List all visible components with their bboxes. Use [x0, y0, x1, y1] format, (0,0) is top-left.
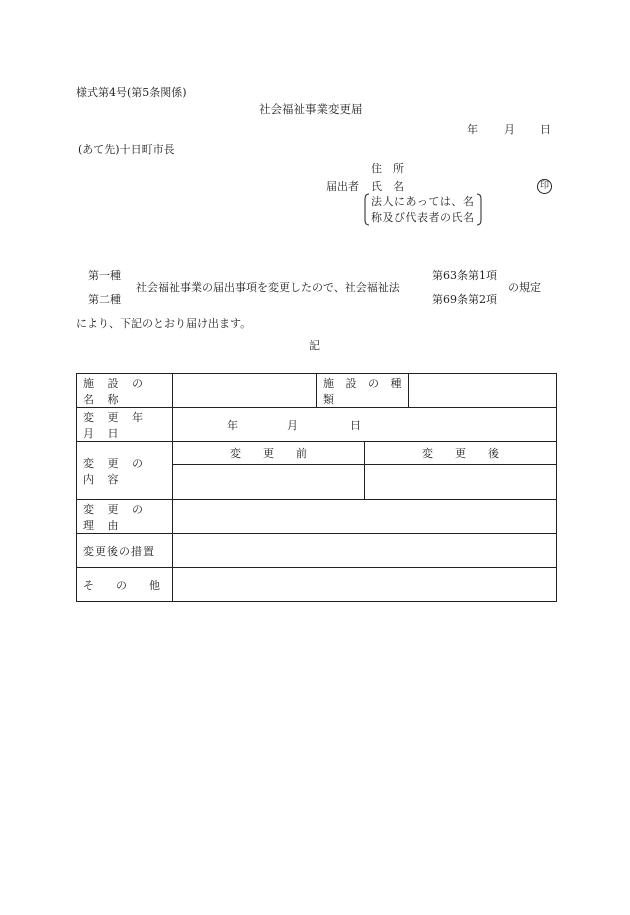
- date-day: 日: [540, 123, 551, 136]
- other-label: そ の 他: [77, 568, 173, 602]
- ki-mark: 記: [309, 339, 320, 352]
- seal-mark: 印: [537, 179, 552, 194]
- date-month: 月: [504, 123, 515, 136]
- body-continuation: により、下記のとおり届け出ます。: [76, 317, 252, 330]
- table-row: [77, 500, 557, 534]
- after-field[interactable]: [365, 465, 557, 500]
- facility-name-label: 施 設 の 名 称: [77, 374, 173, 408]
- name-label: 氏 名: [371, 180, 404, 193]
- after-label: 変 更 後: [365, 442, 557, 465]
- table-row: [77, 374, 557, 408]
- address-label: 住 所: [371, 162, 404, 175]
- addressee: (あて先)十日町市長: [78, 143, 175, 156]
- reason-label: 変 更 の 理 由: [77, 500, 173, 534]
- change-day: 日: [350, 418, 361, 432]
- type-2: 第二種: [88, 293, 121, 306]
- type-1: 第一種: [88, 269, 121, 282]
- article-2: 第69条第2項: [432, 293, 497, 306]
- other-field[interactable]: [173, 568, 557, 602]
- change-date-label: 変 更 年 月 日: [77, 408, 173, 442]
- before-field[interactable]: [173, 465, 365, 500]
- regulation-text: の規定: [508, 281, 541, 294]
- table-row: [77, 408, 557, 442]
- form-number: 様式第4号(第5条関係): [76, 86, 187, 99]
- table-row: [77, 534, 557, 568]
- change-year: 年: [227, 418, 238, 432]
- document-title: 社会福祉事業変更届: [259, 102, 363, 116]
- date-year: 年: [467, 123, 478, 136]
- table-row: [77, 568, 557, 602]
- table-row: [77, 442, 557, 465]
- reason-field[interactable]: [173, 500, 557, 534]
- article-1: 第63条第1項: [432, 269, 497, 282]
- corporation-note: [363, 193, 483, 226]
- corp-note-line2: 称及び代表者の氏名: [371, 211, 475, 224]
- measures-field[interactable]: [173, 534, 557, 568]
- change-form-table: [76, 373, 557, 602]
- change-month: 月: [287, 418, 298, 432]
- change-content-label: 変 更 の 内 容: [77, 442, 173, 500]
- facility-type-field[interactable]: [409, 374, 557, 408]
- before-label: 変 更 前: [173, 442, 365, 465]
- notifier-label: 届出者: [326, 180, 359, 193]
- facility-name-field[interactable]: [173, 374, 317, 408]
- body-main-text: 社会福祉事業の届出事項を変更したので、社会福祉法: [136, 281, 400, 294]
- facility-type-label: 施 設 の 種 類: [317, 374, 409, 408]
- measures-label: 変更後の措置: [77, 534, 173, 568]
- corp-note-line1: 法人にあっては、名: [371, 195, 475, 208]
- change-date-field[interactable]: [173, 408, 557, 442]
